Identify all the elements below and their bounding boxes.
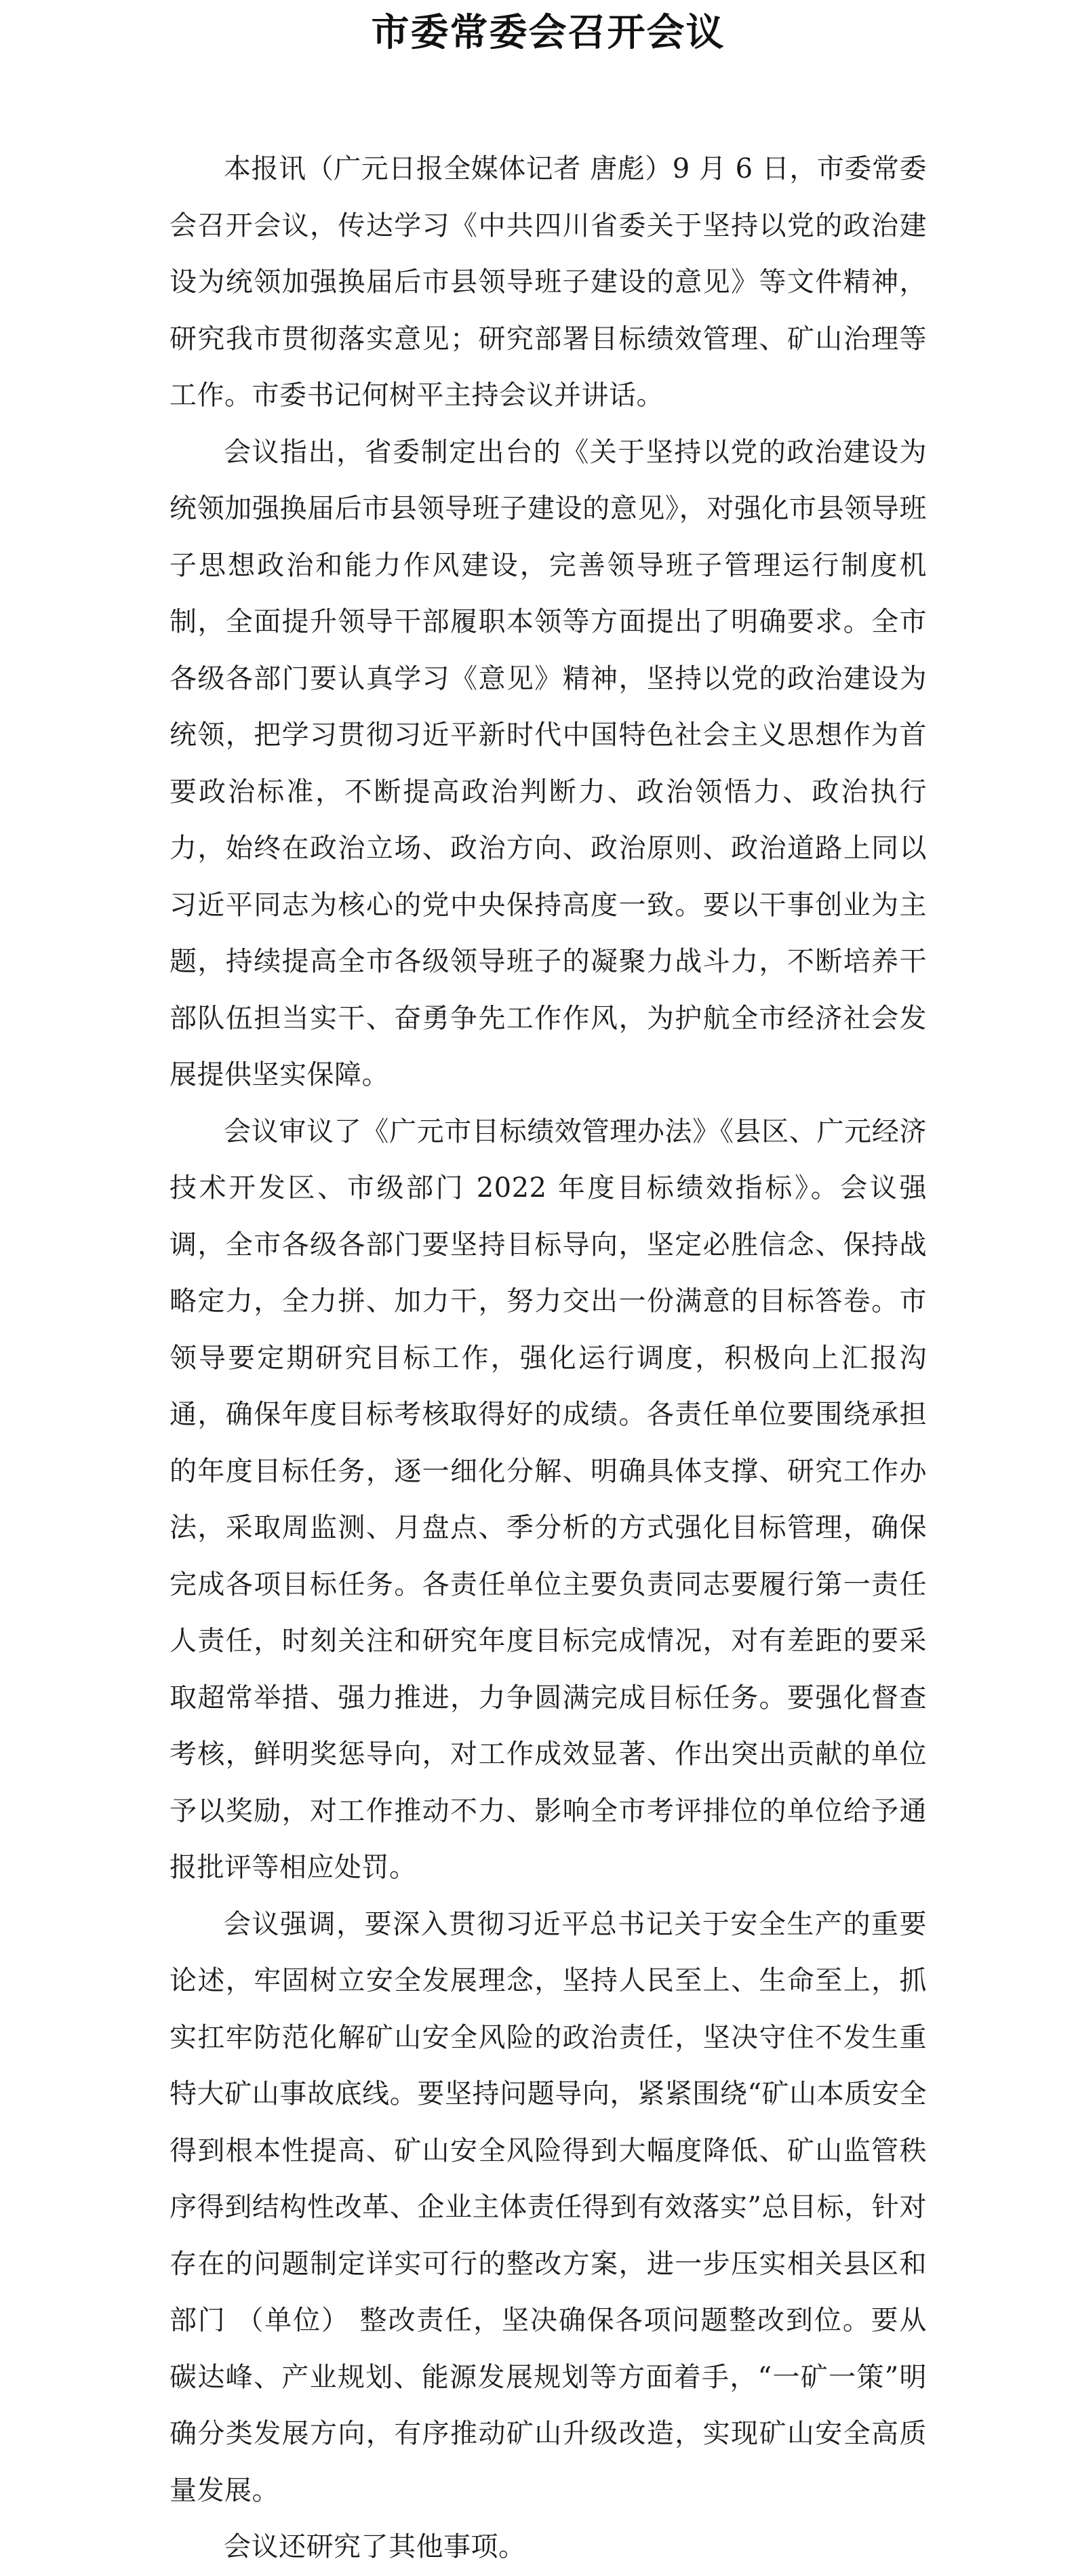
article-paragraph-4: 会议强调，要深入贯彻习近平总书记关于安全生产的重要论述，牢固树立安全发展理念，坚持人民至上、生命至上，抓实扛牢防范化解矿山安全风险的政治责任，坚决守住不发生重特大矿山事故底线。要坚持问题导向，紧紧围绕“矿山本质安全得到根本性提高、矿山安全风险得到大幅度降低、矿山监管秩序得到结构性改革、企业主体责任得到有效落实”总目标，针对存在的问题制定详实可行的整改方案，进一步压实相关县区和部门 （单位） 整改责任，坚决确保各项问题整改到位。要从碳达峰、产业规划、能源发展规划等方面着手，“一矿一策”明确分类发展方向，有序推动矿山升级改造，实现矿山安全高质量发展。 bbox=[170, 1908, 927, 2506]
article-paragraph-2: 会议指出，省委制定出台的《关于坚持以党的政治建设为统领加强换届后市县领导班子建设的意见》，对强化市县领导班子思想政治和能力作风建设，完善领导班子管理运行制度机制，全面提升领导干部履职本领等方面提出了明确要求。全市各级各部门要认真学习《意见》精神，坚持以党的政治建设为统领，把学习贯彻习近平新时代中国特色社会主义思想作为首要政治标准，不断提高政治判断力、政治领悟力、政治执行力，始终在政治立场、政治方向、政治原则、政治道路上同以习近平同志为核心的党中央保持高度一致。要以干事创业为主题，持续提高全市各级领导班子的凝聚力战斗力，不断培养干部队伍担当实干、奋勇争先工作作风，为护航全市经济社会发展提供坚实保障。 bbox=[170, 436, 927, 1090]
article-paragraph-1: 本报讯（广元日报全媒体记者 唐彪）9 月 6 日，市委常委会召开会议，传达学习《中共四川省委关于坚持以党的政治建设为统领加强换届后市县领导班子建设的意见》等文件精神，研究我市贯彻落实意见；研究部署目标绩效管理、矿山治理等工作。市委书记何树平主持会议并讲话。 bbox=[170, 153, 927, 411]
article-paragraph-5: 会议还研究了其他事项。 bbox=[224, 2531, 526, 2562]
article-body bbox=[170, 141, 927, 2576]
article-title: 市委常委会召开会议 bbox=[371, 10, 725, 55]
article-paragraph-3: 会议审议了《广元市目标绩效管理办法》《县区、广元经济技术开发区、市级部门 2022 年度目标绩效指标》。会议强调，全市各级各部门要坚持目标导向，坚定必胜信念、保持战略定力，全力拼、加力干，努力交出一份满意的目标答卷。市领导要定期研究目标工作，强化运行调度，积极向上汇报沟通，确保年度目标考核取得好的成绩。各责任单位要围绕承担的年度目标任务，逐一细化分解、明确具体支撑、研究工作办法，采取周监测、月盘点、季分析的方式强化目标管理，确保完成各项目标任务。各责任单位主要负责同志要履行第一责任人责任，时刻关注和研究年度目标完成情况，对有差距的要采取超常举措、强力推进，力争圆满完成目标任务。要强化督查考核，鲜明奖惩导向，对工作成效显著、作出突出贡献的单位予以奖励，对工作推动不力、影响全市考评排位的单位给予通报批评等相应处罚。 bbox=[170, 1115, 927, 1883]
